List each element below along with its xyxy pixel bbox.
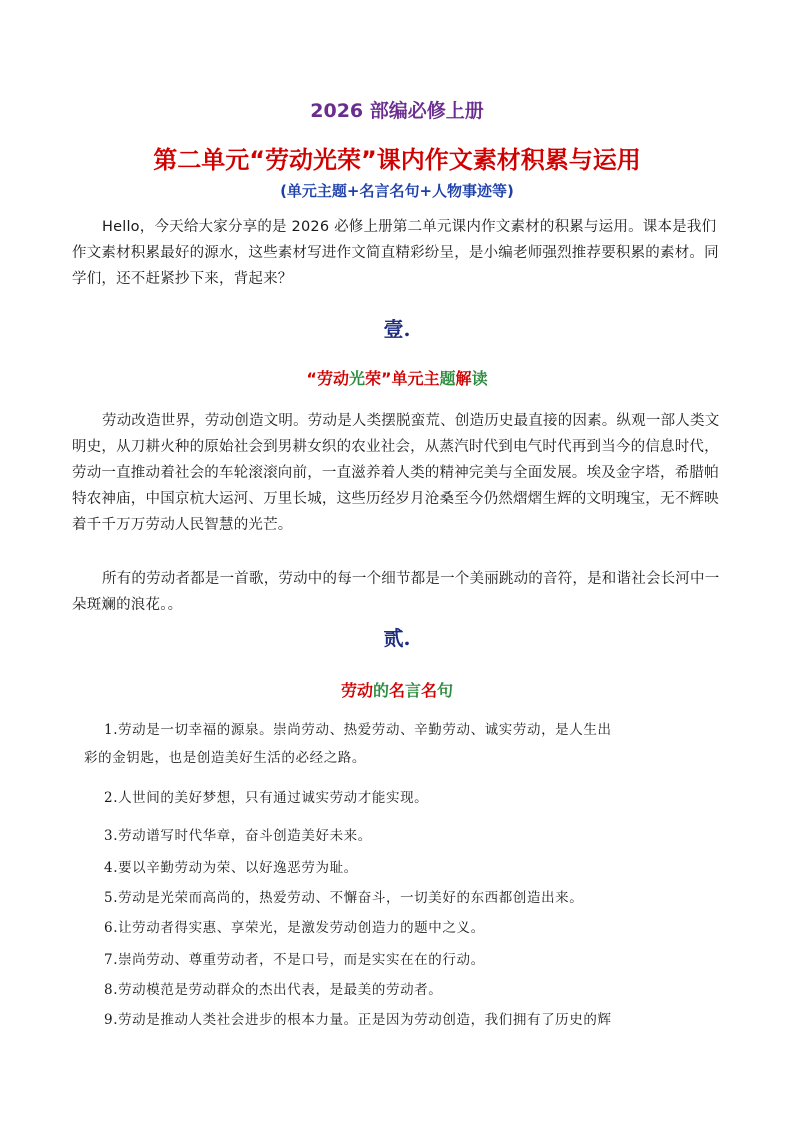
- quote-item: [104, 914, 724, 942]
- theme-paragraph-1-text: 劳动改造世界，劳动创造文明。劳动是人类摆脱蛮荒、创造历史最直接的因素。纵观一部人类文明史，从刀耕火种的原始社会到男耕女织的农业社会，从蒸汽时代到电气时代再到当今的信息时代，劳动一直推动着社会的车轮滚滚向前，一直滋养着人类的精神完美与全面发展。埃及金字塔，希腊帕特农神庙，中国京杭大运河、万里长城，这些历经岁月沧桑至今仍然熠熠生辉的文明瑰宝，无不辉映着千千万万劳动人民智慧的光芒。: [72, 413, 720, 533]
- quote-item: [104, 884, 724, 912]
- quote-item: [104, 822, 724, 850]
- quote-item: [104, 854, 724, 882]
- document-subtitle: (单元主题+名言名句+人物事迹等): [280, 182, 514, 200]
- quote-item: [104, 784, 724, 812]
- section-2-title-part: 言: [405, 681, 422, 700]
- section-2-title-part: 劳动: [340, 681, 373, 700]
- section-2-title-part: 句: [437, 681, 454, 700]
- section-1-title-part: ”: [380, 369, 392, 388]
- quote-line: 8.劳动模范是劳动群众的杰出代表，是最美的劳动者。: [104, 982, 443, 998]
- quote-item: [104, 976, 724, 1004]
- section-2-title-part: 名: [421, 681, 438, 700]
- section-1-title-part: 劳动: [316, 369, 349, 388]
- quote-line: 5.劳动是光荣而高尚的，热爱劳动、不懈奋斗，一切美好的东西都创造出来。: [104, 890, 584, 906]
- theme-paragraph-2: [72, 566, 722, 618]
- section-1-title-part: 主: [423, 369, 440, 388]
- theme-paragraph-1: [72, 408, 722, 538]
- section-2-title: [0, 678, 794, 701]
- quote-line: 4.要以辛勤劳动为荣、以好逸恶劳为耻。: [104, 860, 358, 876]
- quote-line: 9.劳动是推动人类社会进步的根本力量。正是因为劳动创造，我们拥有了历史的辉: [104, 1012, 612, 1028]
- quote-line: 6.让劳动者得实惠、享荣光，是激发劳动创造力的题中之义。: [104, 920, 485, 936]
- quote-item: [104, 1006, 724, 1034]
- section-1-number: 壹.: [383, 317, 411, 341]
- quote-line-continued: 彩的金钥匙，也是创造美好生活的必经之路。: [84, 750, 366, 766]
- section-1-title-part: 荣: [364, 369, 381, 388]
- document-main-title: 第二单元“劳动光荣”课内作文素材积累与运用: [153, 146, 641, 174]
- document-year-title: 2026 部编必修上册: [310, 100, 484, 122]
- quote-item: [104, 946, 724, 974]
- quote-item: [84, 716, 724, 772]
- section-1-title-part: 光: [348, 369, 365, 388]
- theme-paragraph-2-text: 所有的劳动者都是一首歌，劳动中的每一个细节都是一个美丽跳动的音符，是和谐社会长河中一朵斑斓的浪花。。: [72, 571, 720, 613]
- section-1-title: [0, 366, 794, 389]
- section-1-title-part: 解: [455, 369, 472, 388]
- section-2-title-part: 的: [372, 681, 389, 700]
- section-1-title-part: “: [306, 369, 317, 388]
- section-2-number: 贰.: [383, 626, 411, 650]
- section-2-title-part: 名: [388, 681, 405, 700]
- quote-line: 3.劳动谱写时代华章，奋斗创造美好未来。: [104, 828, 372, 844]
- intro-paragraph: [72, 214, 722, 292]
- quote-line: 2.人世间的美好梦想，只有通过诚实劳动才能实现。: [104, 790, 429, 806]
- section-1-title-part: 单元: [391, 369, 424, 388]
- quote-line: 1.劳动是一切幸福的源泉。崇尚劳动、热爱劳动、辛勤劳动、诚实劳动，是人生出: [104, 722, 612, 738]
- quote-line: 7.崇尚劳动、尊重劳动者，不是口号，而是实实在在的行动。: [104, 952, 485, 968]
- intro-text: Hello，今天给大家分享的是 2026 必修上册第二单元课内作文素材的积累与运用。课本是我们作文素材积累最好的源水，这些素材写进作文简直精彩纷呈，是小编老师强烈推荐要积累的素材。同学们，还不赶紧抄下来，背起来？: [72, 219, 719, 287]
- section-1-title-part: 读: [471, 369, 488, 388]
- section-1-title-part: 题: [439, 369, 456, 388]
